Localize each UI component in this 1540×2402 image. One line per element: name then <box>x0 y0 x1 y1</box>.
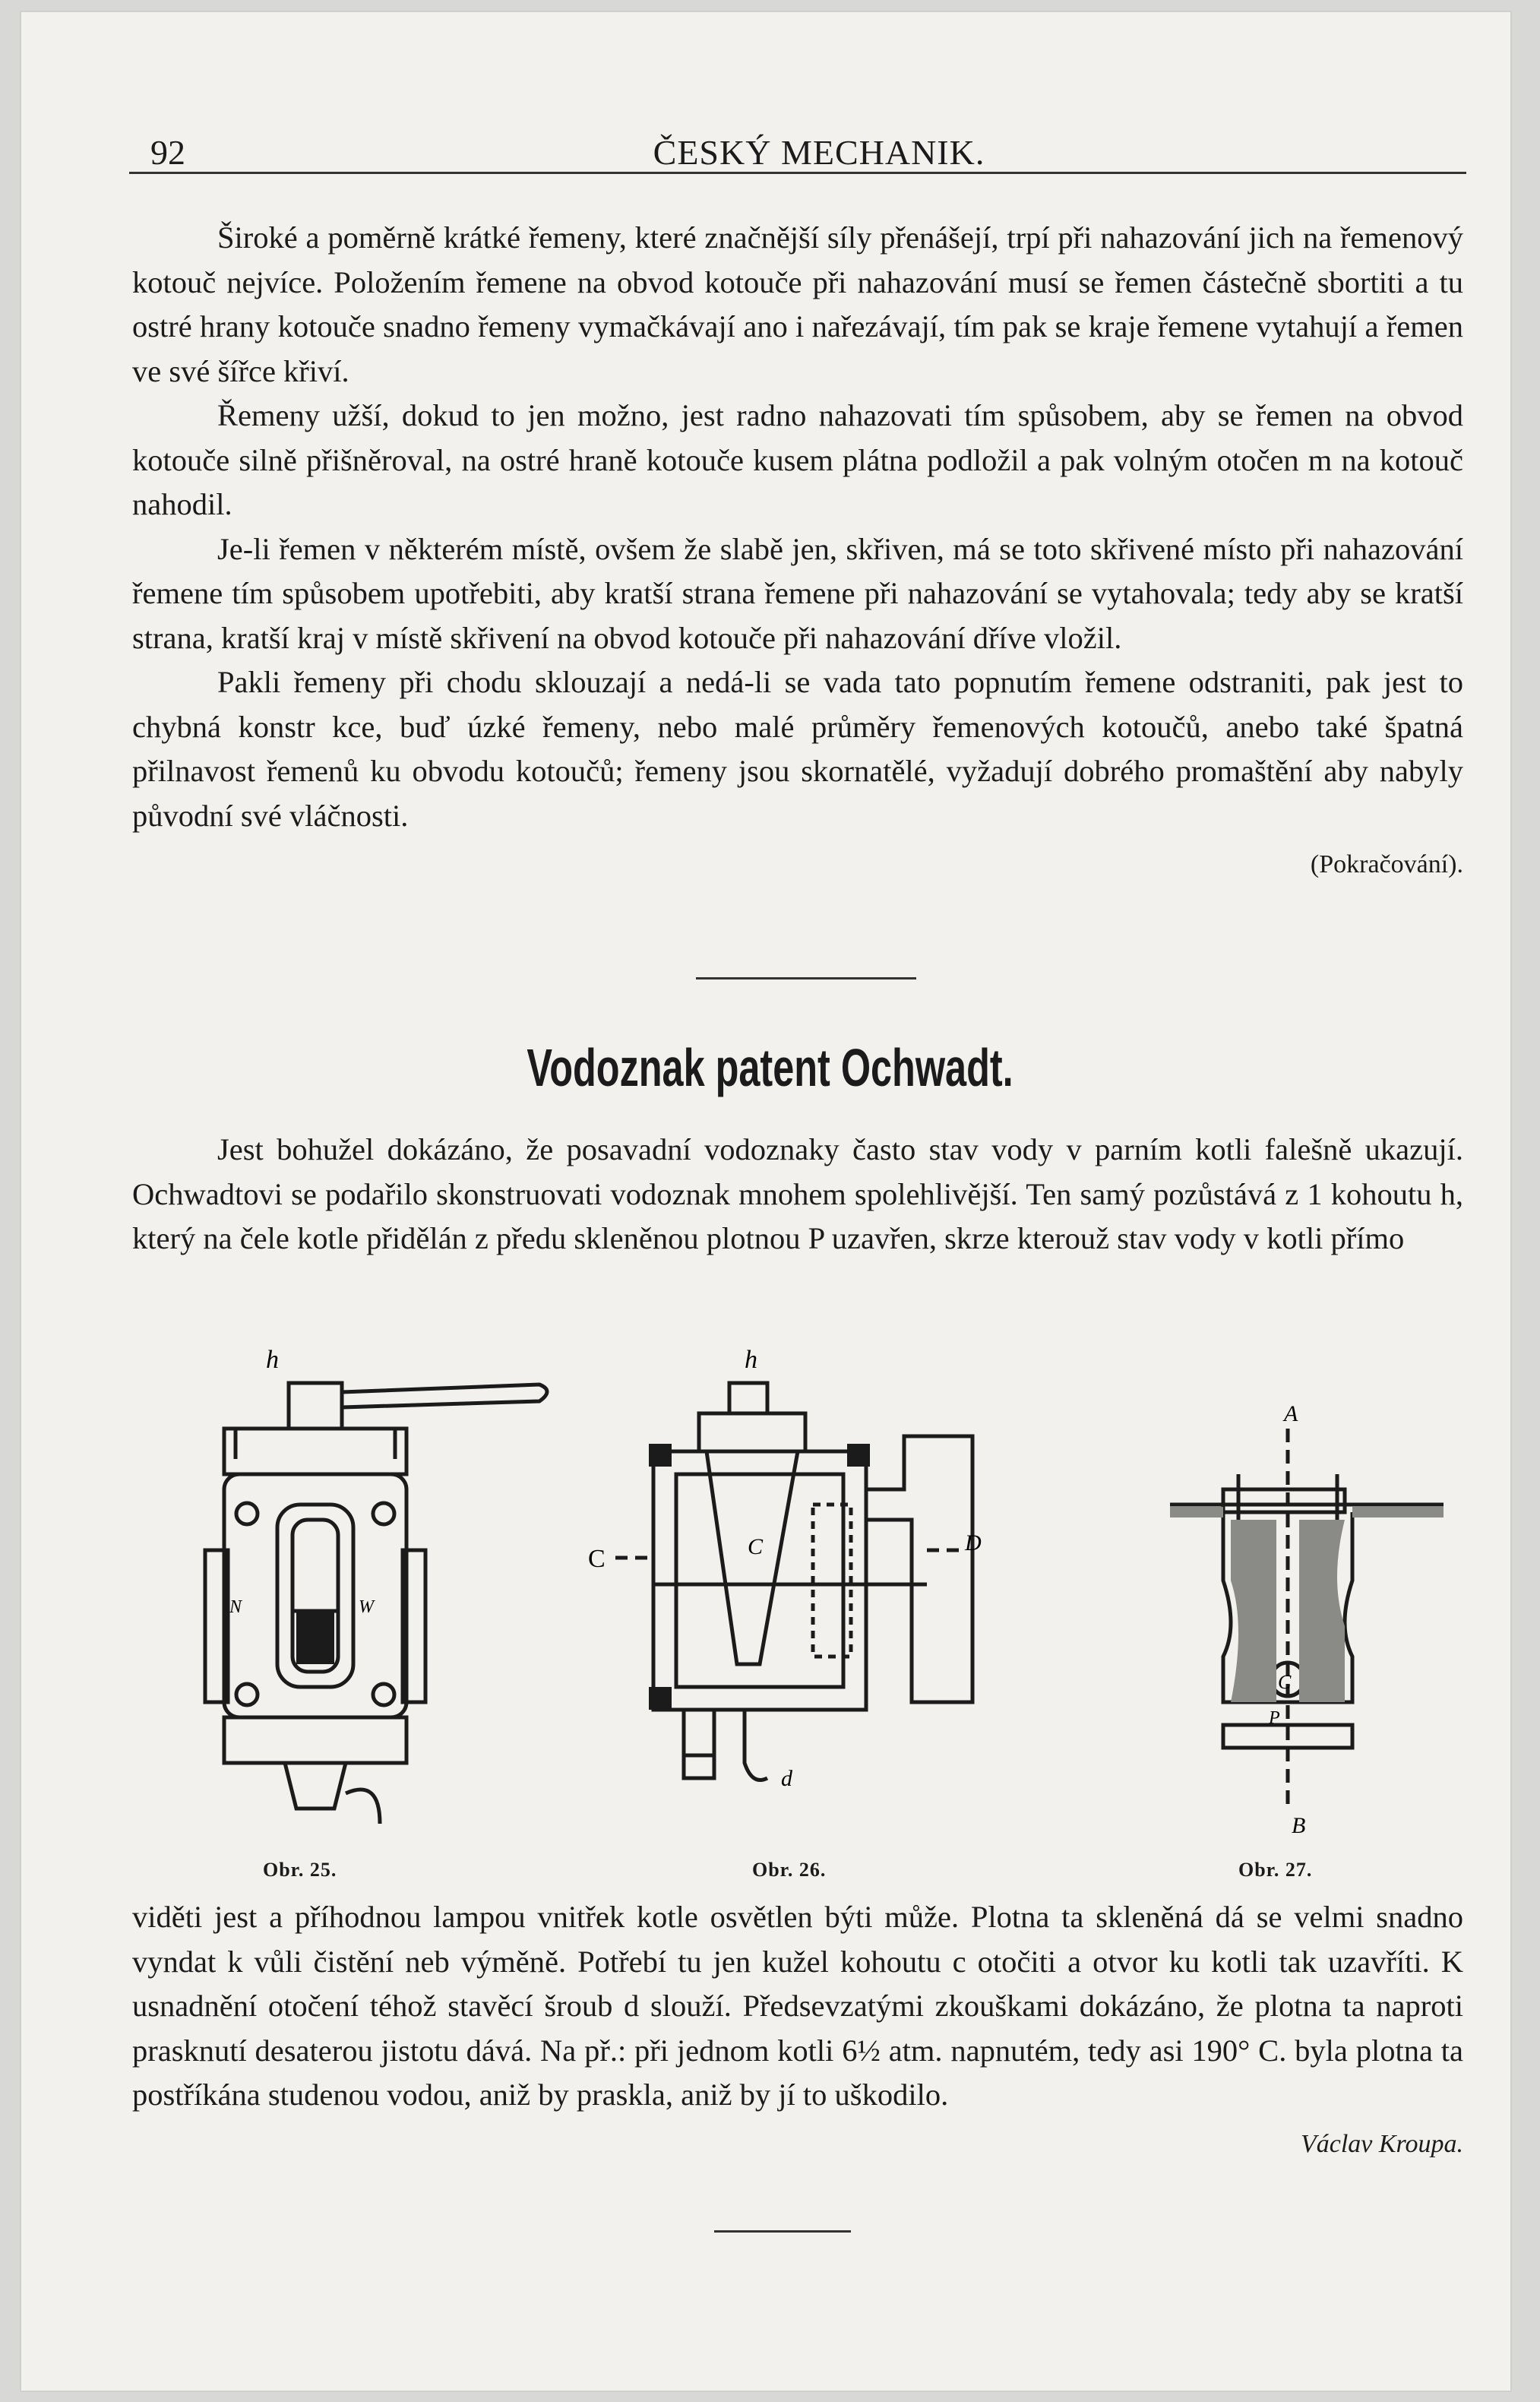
figure-26-caption: Obr. 26. <box>752 1859 827 1881</box>
paragraph: Jest bohužel dokázáno, že posavadní vodoznaky často stav vody v parním kotli falešně ukazují. Ochwadtovi se podařilo skonstruovati vodoznak mnohem spolehlivější. Ten samý pozůstává z 1 kohoutu h, který na čele kotle přidělán z předu skleněnou plotnou P uzavřen, skrze kterouž stav vody v kotli přímo <box>132 1132 1463 1255</box>
figure-25-caption: Obr. 25. <box>263 1859 337 1881</box>
author-signature: Václav Kroupa. <box>1300 2129 1463 2158</box>
fig25-label-n: N <box>229 1597 242 1617</box>
running-head: ČESKÝ MECHANIK. <box>653 133 985 172</box>
figure-27 <box>1155 1322 1459 1839</box>
figure-27-drawing <box>1155 1322 1459 1839</box>
fig26-label-c-left: C <box>588 1545 606 1573</box>
figure-26 <box>585 1322 1026 1839</box>
article-intro <box>132 1128 1463 1261</box>
paragraph: Řemeny užší, dokud to jen možno, jest radno nahazovati tím spůsobem, aby se řemen na obvod kotouče silně přišněroval, na ostré hraně kotouče kusem plátna podložil a pak volným otočen m na kotouč nahodil. <box>132 398 1463 521</box>
fig27-label-p: P <box>1269 1708 1280 1728</box>
fig25-label-w: W <box>359 1597 374 1617</box>
divider <box>696 977 916 979</box>
figure-27-caption: Obr. 27. <box>1238 1859 1313 1881</box>
paragraph: viděti jest a příhodnou lampou vnitřek kotle osvětlen býti může. Plotna ta skleněná dá se velmi snadno vyndat k vůli čistění neb výměně. Potřebí tu jen kužel kohoutu c otočiti a otvor ku kotli tak uzavříti. K usnadnění otočení téhož stavěcí šroub d slouží. Předsevzatými zkouškami dokázáno, že plotna ta naproti prasknutí desaterou jistotu dává. Na př.: při jednom kotli 6½ atm. napnutém, tedy asi 190° C. byla plotna ta postříkána studenou vodou, aniž by praskla, aniž by jí to uškodilo. <box>132 1900 1463 2112</box>
divider <box>714 2230 851 2233</box>
fig27-label-a: A <box>1284 1401 1298 1426</box>
section-belts <box>132 216 1463 888</box>
article-continuation <box>132 1895 1463 2166</box>
fig26-label-d-bottom: d <box>781 1766 792 1791</box>
page-number: 92 <box>150 133 185 172</box>
fig26-label-c-mid: C <box>748 1534 764 1559</box>
header-rule <box>129 172 1466 174</box>
paragraph: Je-li řemen v některém místě, ovšem že slabě jen, skřiven, má se toto skřivené místo při nahazování řemene tím spůsobem upotřebiti, aby kratší strana řemene při nahazování se vytahovala; tedy aby se kratší strana, kratší kraj v místě skřivení na obvod kotouče při nahazování dříve vložil. <box>132 531 1463 655</box>
fig26-label-d-right: D <box>965 1530 982 1555</box>
continued-note: (Pokračování). <box>1310 850 1463 878</box>
fig27-label-b: B <box>1292 1813 1306 1838</box>
article-title: Vodoznak patent Ochwadt. <box>527 1038 1013 1097</box>
fig25-label-h: h <box>266 1346 279 1374</box>
figure-26-drawing <box>585 1322 1026 1839</box>
paragraph: Pakli řemeny při chodu sklouzají a nedá-li se vada tato popnutím řemene odstraniti, pak jest to chybná konstr kce, buď úzké řemeny, nebo malé průměry řemenových kotoučů, anebo také špatná přilnavost řemenů ku obvodu kotoučů; řemeny jsou skornatělé, vyžadují dobrého promaštění aby nabyly původní své vláčnosti. <box>132 665 1463 833</box>
fig27-label-c: C <box>1278 1671 1292 1693</box>
figure-25 <box>190 1322 585 1839</box>
figure-25-drawing <box>190 1322 585 1839</box>
paragraph: Široké a poměrně krátké řemeny, které značnější síly přenášejí, trpí při nahazování jich na řemenový kotouč nejvíce. Položením řemene na obvod kotouče při nahazování musí se řemen částečně sbortiti a tu ostré hrany kotouče snadno řemeny vymačkávají ano i nařezávají, tím pak se kraje řemene vytahují a řemen ve své šířce křiví. <box>132 220 1463 388</box>
fig26-label-h: h <box>745 1346 757 1374</box>
